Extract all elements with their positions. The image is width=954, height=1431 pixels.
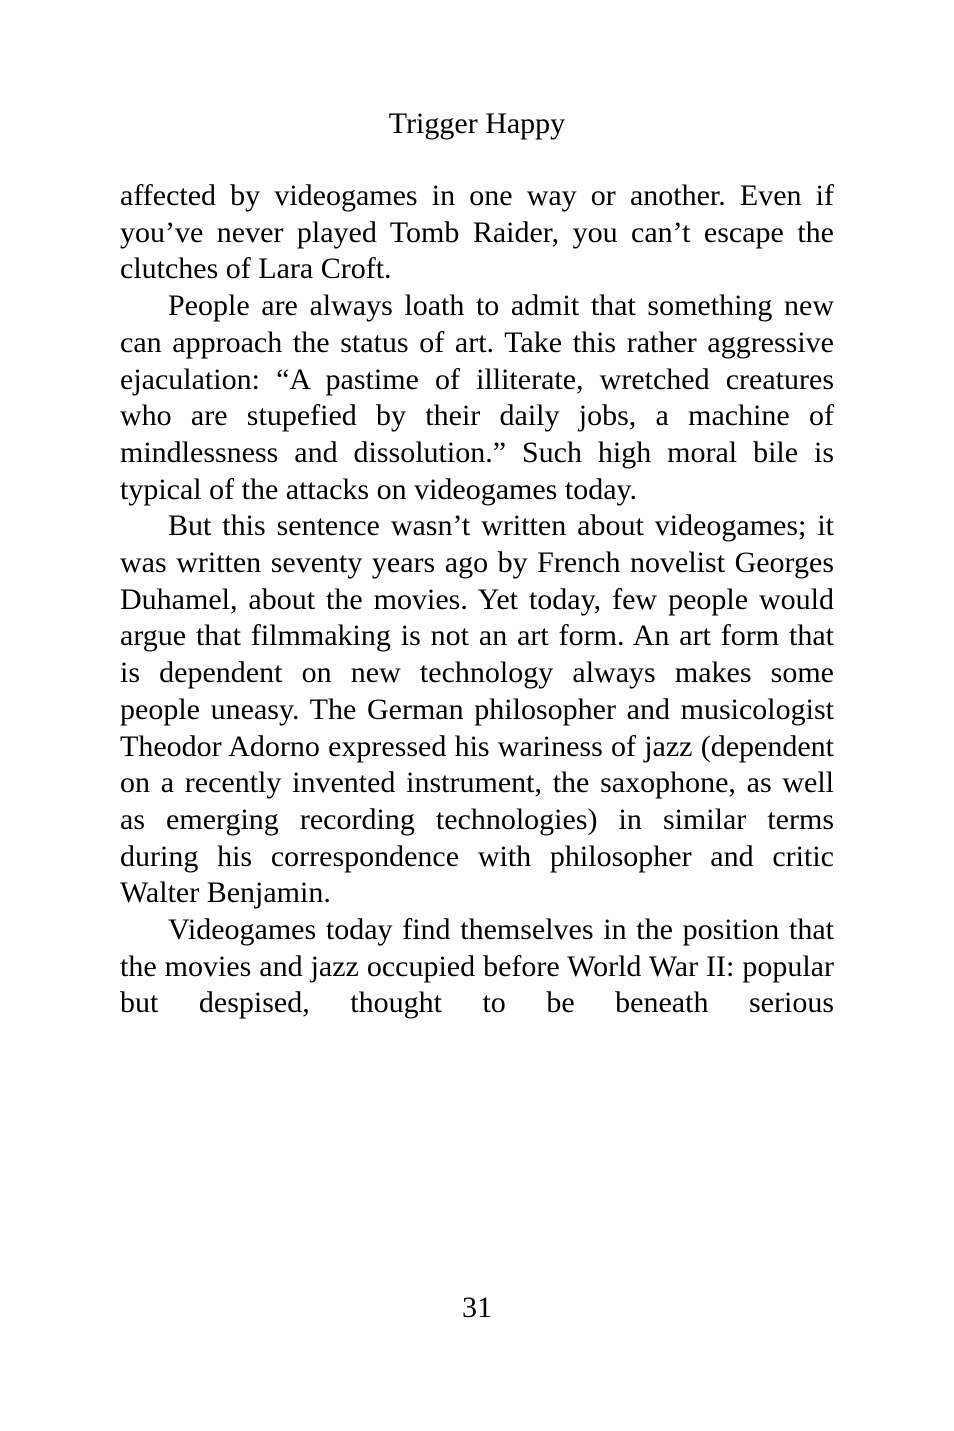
body-text: [120, 178, 834, 1022]
paragraph: But this sentence wasn’t written about videogames; it was written seventy years ago by French novelist Georges Duhamel, about the movies. Yet today, few people would argue that filmmaking is not an art form. An art form that is dependent on new technology always makes some people uneasy. The German philosopher and musicologist Theodor Adorno expressed his wariness of jazz (dependent on a recently invented instrument, the saxophone, as well as emerging recording technologies) in similar terms during his correspondence with philosopher and critic Walter Benjamin.: [120, 509, 834, 910]
paragraph-continuation: affected by videogames in one way or another. Even if you’ve never played Tomb Raider, you can’t escape the clutches of Lara Croft.: [120, 179, 834, 286]
paragraph: People are always loath to admit that something new can approach the status of art. Take this rather aggressive ejaculation: “A pastime of illiterate, wretched creatures who are stupefied by their daily jobs, a machine of mindlessness and dissolution.” Such high moral bile is typical of the attacks on videogames today.: [120, 289, 834, 506]
running-head-title: Trigger Happy: [388, 107, 566, 140]
page-number: 31: [462, 1291, 492, 1324]
paragraph: Videogames today find themselves in the position that the movies and jazz occupied before World War II: popular but despised, thought to be beneath serious: [120, 913, 834, 1020]
